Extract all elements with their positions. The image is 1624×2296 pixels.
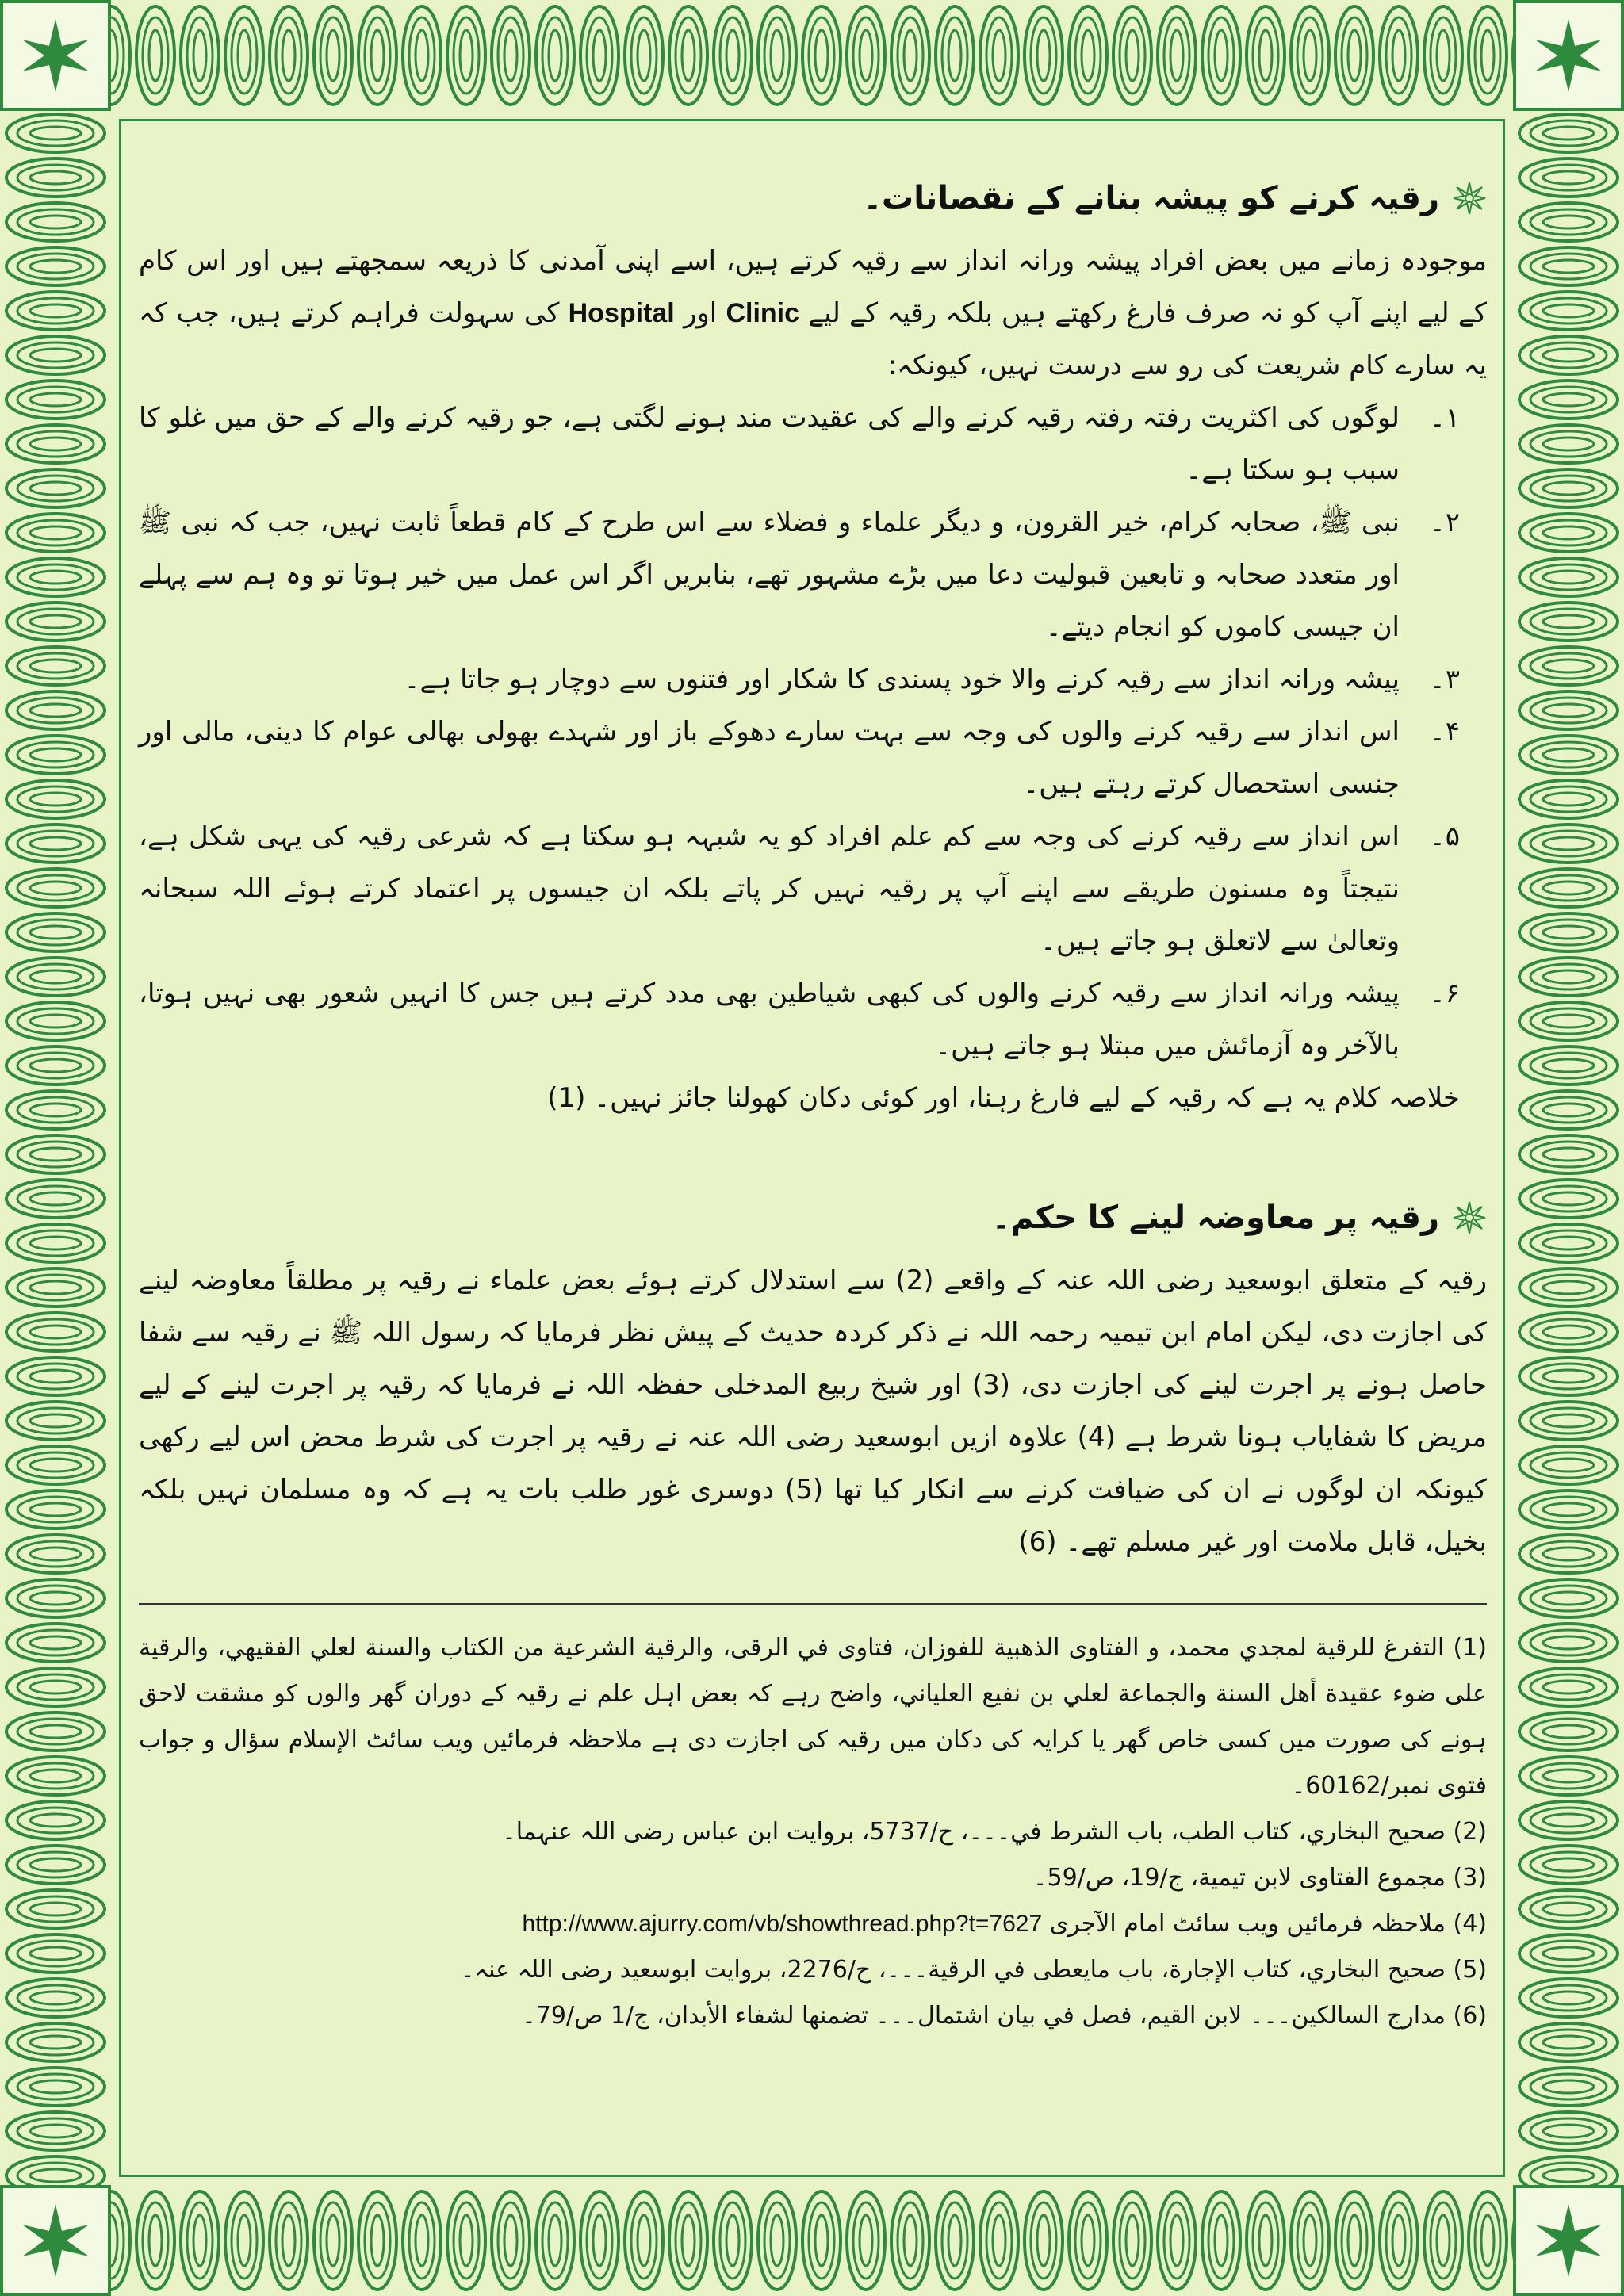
footnote-3: (3) مجموع الفتاوى لابن تيمية، ج/19، ص/59۔ [1032, 1864, 1487, 1892]
summary-paragraph: خلاصہ کلام یہ ہے کہ رقیہ کے لیے فارغ رہنا، اور کوئی دکان کھولنا جائز نہیں۔ (1) [547, 1082, 1460, 1114]
list-item-number: ۳۔ [1429, 664, 1460, 695]
section-spacer [139, 1124, 1487, 1178]
intro-text-c: کی سہولت فراہم کرتے ہیں، جب کہ یہ سارے کام شریعت کی رو سے درست نہیں، کیونکہ: [139, 297, 1487, 381]
list-item-number: ۶۔ [1429, 978, 1460, 1009]
list-item-text: پیشہ ورانہ انداز سے رقیہ کرنے والا خود پسندی کا شکار اور فتنوں سے دوچار ہو جاتا ہے۔ [404, 664, 1400, 695]
footnote-4 [139, 1901, 1487, 1947]
corner-star-bottom-left [0, 2185, 111, 2296]
star-bullet-icon [1452, 181, 1487, 216]
star-bullet-icon [1452, 1200, 1487, 1235]
section-heading-harms [139, 173, 1487, 224]
star-icon [1516, 2188, 1621, 2293]
section-heading-text: رقیہ پر معاوضہ لینے کا حکم۔ [991, 1200, 1439, 1236]
intro-clinic: Clinic [726, 298, 800, 328]
star-icon [1516, 3, 1621, 108]
list-item [139, 967, 1487, 1072]
intro-paragraph [139, 235, 1487, 392]
decorative-border-bottom [0, 2185, 1624, 2296]
corner-star-bottom-right [1513, 2185, 1624, 2296]
list-item-number: ۱۔ [1429, 402, 1460, 434]
fee-paragraph: رقیہ کے متعلق ابوسعید رضی اللہ عنہ کے واقعے (2) سے استدلال کرتے ہوئے بعض علماء نے رقیہ پر مطلقاً معاوضہ لینے کی اجازت دی، لیکن امام ابن تیمیہ رحمہ اللہ نے ذکر کردہ حدیث کے پیش نظر فرمایا کہ رسول اللہ ﷺ نے رقیہ سے شفا حاصل ہونے پر اجرت لینے کی اجازت دی، (3) اور شیخ ربیع المدخلی حفظہ اللہ نے فرمایا کہ رقیہ پر اجرت لینے کے لیے مریض کا شفایاب ہونا شرط ہے (4) علاوہ ازیں ابوسعید رضی اللہ عنہ نے رقیہ پر اجرت کی شرط محض اس لیے رکھی کیونکہ ان لوگوں نے ان کی ضیافت کرنے سے انکار کیا تھا (5) دوسری غور طلب بات یہ ہے کہ وہ مسلمان نہیں بلکہ بخیل، قابل ملامت اور غیر مسلم تھے۔ (6) [139, 1265, 1487, 1558]
footnotes [139, 1625, 1487, 2039]
footnote-2: (2) صحيح البخاري، كتاب الطب، باب الشرط في۔۔۔، ح/5737، بروایت ابن عباس رضی اللہ عنہما۔ [502, 1818, 1487, 1846]
list-item-text: لوگوں کی اکثریت رفتہ رفتہ رقیہ کرنے والے کی عقیدت مند ہونے لگتی ہے، جو رقیہ کرنے والے کے حق میں غلو کا سبب ہو سکتا ہے۔ [139, 402, 1400, 486]
list-item-text: نبی ﷺ، صحابہ کرام، خیر القرون، و دیگر علماء و فضلاء سے اس طرح کے کام قطعاً ثابت نہیں، جب کہ نبی ﷺ اور متعدد صحابہ و تابعین قبولیت دعا میں بڑے مشہور تھے، بنابریں اگر اس عمل میں خیر ہوتا تو وہ ہم سے پہلے ان جیسی کاموں کو انجام دیتے۔ [139, 507, 1400, 643]
footnote-6: (6) مدارج السالكين۔۔۔ لابن القيم، فصل في بيان اشتمال۔۔۔ تضمنها لشفاء الأبدان، ج/1 ص/79۔ [522, 2002, 1487, 2030]
border-loops-left [0, 111, 111, 2185]
list-item-text: اس انداز سے رقیہ کرنے والوں کی وجہ سے بہت سارے دھوکے باز اور شہدے بھولی بھالی عوام کا دینی، مالی اور جنسی استحصال کرتے رہتے ہیں۔ [139, 716, 1400, 800]
list-item-text: اس انداز سے رقیہ کرنے کی وجہ سے کم علم افراد کو یہ شبہہ ہو سکتا ہے کہ شرعی رقیہ کی یہی شکل ہے، نتیجتاً وہ مسنون طریقے سے اپنے آپ پر رقیہ نہیں کر پاتے بلکہ ان جیسوں پر اعتماد کرتے ہوئے اللہ سبحانہ وتعالیٰ سے لاتعلق ہو جاتے ہیں۔ [139, 821, 1400, 957]
border-loops-bottom [0, 2185, 1624, 2296]
footnote-divider [139, 1603, 1487, 1605]
footnote-4-link[interactable]: http://www.ajurry.com/vb/showthread.php?t=7627 [522, 1911, 1043, 1937]
footnote-5: (5) صحيح البخاري، كتاب الإجارة، باب مايعطى في الرقية۔۔۔، ح/2276، بروایت ابوسعید رضی اللہ عنہ۔ [460, 1956, 1487, 1984]
border-loops-top [0, 0, 1624, 111]
list-item-number: ۴۔ [1429, 716, 1460, 748]
footnote-4-text: (4) ملاحظہ فرمائیں ویب سائٹ امام الآجری [1049, 1910, 1487, 1938]
list-item [139, 653, 1487, 706]
intro-hospital: Hospital [568, 298, 675, 328]
decorative-border-top [0, 0, 1624, 111]
intro-text-a: موجودہ زمانے میں بعض افراد پیشہ ورانہ انداز سے رقیہ کرتے ہیں، اسے اپنی آمدنی کا ذریعہ سمجھتے ہیں اور اس کام کے لیے اپنے آپ کو نہ صرف فارغ رکھتے ہیں بلکہ رقیہ کے لیے [139, 245, 1487, 329]
list-item [139, 496, 1487, 653]
corner-star-top-left [0, 0, 111, 111]
decorative-border-right [1513, 111, 1624, 2185]
list-item [139, 392, 1487, 496]
decorative-border-left [0, 111, 111, 2185]
list-item [139, 706, 1487, 810]
list-item-number: ۵۔ [1429, 821, 1460, 852]
star-icon [3, 3, 108, 108]
section-heading-fee [139, 1192, 1487, 1243]
section-heading-text: رقیہ کرنے کو پیشہ بنانے کے نقصانات۔ [863, 180, 1439, 216]
article-body [139, 159, 1487, 2039]
list-item-number: ۲۔ [1429, 507, 1460, 538]
border-loops-right [1513, 111, 1624, 2185]
footnote-1: (1) التفرغ للرقية لمجدي محمد، و الفتاوى الذهبية للفوزان، فتاوى في الرقى، والرقية الشرعية من الكتاب والسنة لعلي الفقيهي، والرقية على ضوء عقيدة أهل السنة والجماعة لعلي بن نفيع العلياني، واضح رہے کہ بعض اہل علم نے رقیہ کے دوران گھر والوں کو مشقت لاحق ہونے کی صورت میں کسی خاص گھر یا کرایہ کی دکان میں رقیہ کی اجازت دی ہے ملاحظہ فرمائیں ویب سائٹ الإسلام سؤال و جواب فتوی نمبر/60162۔ [139, 1634, 1487, 1800]
star-icon [3, 2188, 108, 2293]
intro-text-b: اور [674, 297, 726, 329]
corner-star-top-right [1513, 0, 1624, 111]
list-item [139, 810, 1487, 967]
list-item-text: پیشہ ورانہ انداز سے رقیہ کرنے والوں کی کبھی شیاطین بھی مدد کرتے ہیں جس کا انہیں شعور بھی نہیں ہوتا، بالآخر وہ آزمائش میں مبتلا ہو جاتے ہیں۔ [139, 978, 1400, 1062]
